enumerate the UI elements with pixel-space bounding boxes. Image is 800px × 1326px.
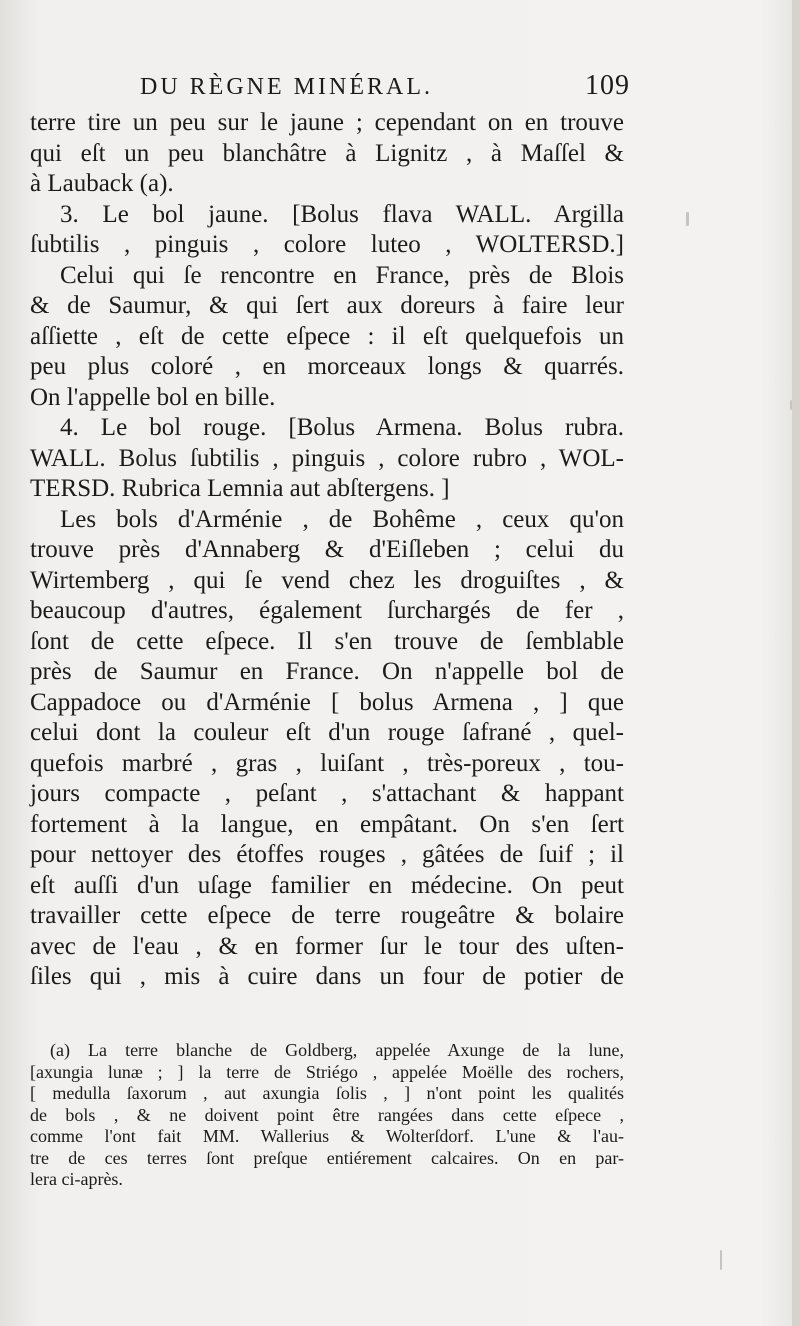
page-header (140, 70, 630, 110)
text-line: trouve près d'Annaberg & d'Eiſleben ; celui du (30, 536, 624, 563)
text-line: ſubtilis , pinguis , colore luteo , WOLTERSD.] (30, 231, 624, 258)
text-line: Celui qui ſe rencontre en France, près de Blois (60, 261, 624, 289)
footnote-line: comme l'ont fait MM. Wallerius & Wolterſdorf. L'une & l'au- (30, 1126, 624, 1146)
running-head: DU RÈGNE MINÉRAL. (140, 74, 433, 100)
text-line: ſiles qui , mis à cuire dans un four de potier de (30, 963, 624, 990)
text-line: Les bols d'Arménie , de Bohême , ceux qu'on (60, 505, 624, 533)
text-line: Cappadoce ou d'Arménie [ bolus Armena , ] que (30, 688, 624, 716)
footnote-line: [ medulla ſaxorum , aut axungia ſolis , ] n'ont point les qualités (30, 1083, 624, 1103)
text-line: eſt auſſi d'un uſage familier en médecine. On peut (30, 871, 624, 899)
text-line: WALL. Bolus ſubtilis , pinguis , colore rubro , WOL- (30, 444, 624, 472)
text-line: & de Saumur, & qui ſert aux doreurs à faire leur (30, 292, 624, 319)
footnotes (30, 1040, 624, 1191)
footnote-line: tre de ces terres ſont preſque entiérement calcaires. On en par- (30, 1147, 624, 1168)
text-line: Wirtemberg , qui ſe vend chez les droguiſtes , & (30, 566, 624, 594)
text-line: celui dont la couleur eſt d'un rouge ſafrané , quel- (30, 719, 624, 746)
page-edge (792, 0, 800, 1326)
text-line: peu plus coloré , en morceaux longs & quarrés. (30, 353, 624, 380)
text-line: fortement à la langue, en empâtant. On s'en ſert (30, 810, 624, 838)
text-line: pour nettoyer des étoffes rouges , gâtées de ſuif ; il (30, 841, 624, 868)
text-line: quefois marbré , gras , luiſant , très-poreux , tou- (30, 749, 624, 777)
text-line: travailler cette eſpece de terre rougeâtre & bolaire (30, 902, 624, 929)
text-line: qui eſt un peu blanchâtre à Lignitz , à Maſſel & (30, 139, 624, 167)
text-line: à Lauback (a). (30, 170, 174, 197)
footnote-line: [axungia lunæ ; ] la terre de Striégo , appelée Moëlle des rochers, (30, 1061, 624, 1082)
text-line: jours compacte , peſant , s'attachant & happant (30, 780, 624, 807)
footnote-line: de bols , & ne doivent point être rangées dans cette eſpece , (30, 1104, 624, 1125)
text-line: beaucoup d'autres, également ſurchargés de fer , (30, 597, 624, 624)
text-line: 3. Le bol jaune. [Bolus flava WALL. Argilla (60, 200, 624, 228)
footnote-line: (a) La terre blanche de Goldberg, appelée Axunge de la lune, (50, 1040, 624, 1060)
paper-speck (720, 1250, 722, 1270)
text-line: avec de l'eau , & en former ſur le tour des uſten- (30, 932, 624, 960)
paper-speck (790, 400, 792, 410)
paper-speck (686, 212, 689, 226)
text-line: aſſiette , eſt de cette eſpece : il eſt quelquefois un (30, 322, 624, 350)
text-line: ſont de cette eſpece. Il s'en trouve de ſemblable (30, 627, 624, 655)
text-line: près de Saumur en France. On n'appelle bol de (30, 658, 624, 685)
footnote-line: lera ci-après. (30, 1169, 123, 1189)
text-line: TERSD. Rubrica Lemnia aut abſtergens. ] (30, 475, 450, 502)
text-line: terre tire un peu sur le jaune ; cependant on en trouve (30, 109, 624, 136)
page-number: 109 (585, 70, 630, 101)
text-line: On l'appelle bol en bille. (30, 383, 276, 411)
body-text (30, 108, 624, 993)
text-line: 4. Le bol rouge. [Bolus Armena. Bolus rubra. (60, 414, 624, 441)
